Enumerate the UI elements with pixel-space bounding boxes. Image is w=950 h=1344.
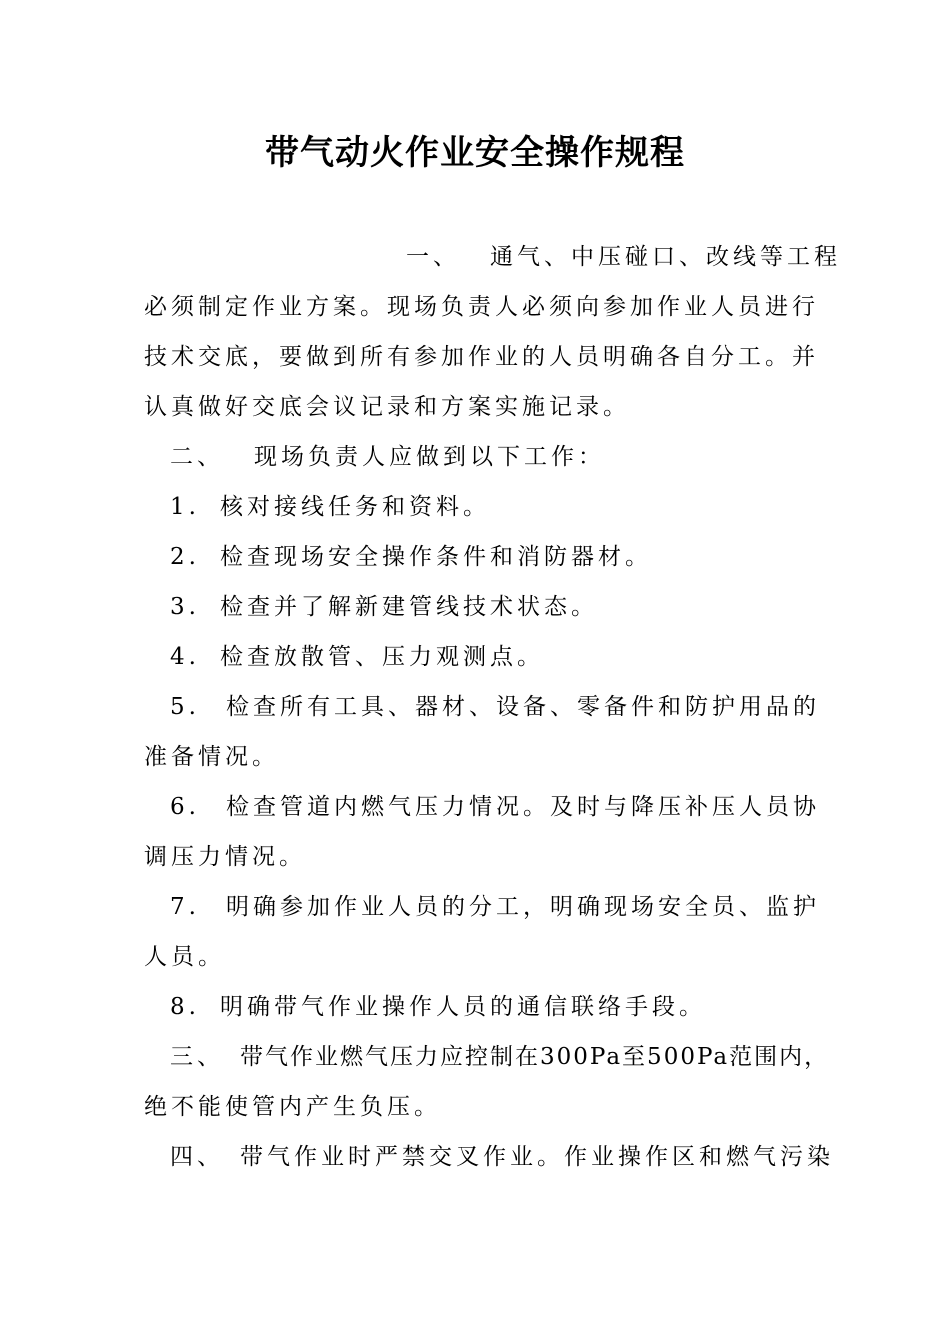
section-4-text-1: 带气作业时严禁交叉作业。作业操作区和燃气污染 bbox=[240, 1144, 834, 1170]
list-item-text: 核对接线任务和资料。 bbox=[220, 494, 490, 520]
document-body bbox=[144, 232, 841, 1182]
list-item bbox=[144, 982, 808, 1032]
section-2-text: 现场负责人应做到以下工作： bbox=[254, 444, 605, 470]
list-item-number: 2. bbox=[170, 544, 200, 570]
section-4-label: 四、 bbox=[170, 1144, 224, 1170]
list-item-text: 检查现场安全操作条件和消防器材。 bbox=[220, 544, 652, 570]
list-item bbox=[144, 632, 808, 682]
list-item-number: 5. bbox=[170, 694, 200, 720]
list-item-text: 明确参加作业人员的分工，明确现场安全员、监护 bbox=[226, 894, 820, 920]
list-item-number: 1. bbox=[170, 494, 200, 520]
list-item-text: 明确带气作业操作人员的通信联络手段。 bbox=[220, 994, 706, 1020]
section-1-label: 一、 bbox=[406, 244, 460, 270]
section-2-label: 二、 bbox=[170, 444, 224, 470]
document-title: 带气动火作业安全操作规程 bbox=[265, 133, 685, 173]
list-item-number: 8. bbox=[170, 994, 200, 1020]
list-item bbox=[144, 682, 820, 732]
section-3-line-1 bbox=[144, 1032, 830, 1082]
section-1-line-3: 技术交底，要做到所有参加作业的人员明确各自分工。并 bbox=[144, 344, 819, 370]
section-4-line-1 bbox=[144, 1132, 834, 1182]
list-item-text: 检查放散管、压力观测点。 bbox=[220, 644, 544, 670]
list-item-number: 7. bbox=[170, 894, 200, 920]
list-item-continuation: 准备情况。 bbox=[144, 744, 279, 770]
section-1-line-1 bbox=[144, 232, 841, 282]
list-item-number: 4. bbox=[170, 644, 200, 670]
list-item bbox=[144, 482, 808, 532]
section-3-text-1: 带气作业燃气压力应控制在300Pa至500Pa范围内， bbox=[240, 1044, 830, 1070]
list-item bbox=[144, 782, 820, 832]
section-1-line-4: 认真做好交底会议记录和方案实施记录。 bbox=[144, 394, 630, 420]
list-item-continuation: 调压力情况。 bbox=[144, 844, 306, 870]
list-item-number: 3. bbox=[170, 594, 200, 620]
section-3-line-2: 绝不能使管内产生负压。 bbox=[144, 1094, 441, 1120]
list-item bbox=[144, 582, 808, 632]
section-1-text-1: 通气、中压碰口、改线等工程 bbox=[490, 244, 841, 270]
list-item-text: 检查管道内燃气压力情况。及时与降压补压人员协 bbox=[226, 794, 820, 820]
section-3-label: 三、 bbox=[170, 1044, 224, 1070]
list-item-text: 检查并了解新建管线技术状态。 bbox=[220, 594, 598, 620]
list-item-text: 检查所有工具、器材、设备、零备件和防护用品的 bbox=[226, 694, 820, 720]
section-1-line-2: 必须制定作业方案。现场负责人必须向参加作业人员进行 bbox=[144, 294, 819, 320]
list-item bbox=[144, 532, 808, 582]
list-item-continuation: 人员。 bbox=[144, 944, 225, 970]
list-item bbox=[144, 882, 820, 932]
list-item-number: 6. bbox=[170, 794, 200, 820]
section-2-line bbox=[144, 432, 808, 482]
